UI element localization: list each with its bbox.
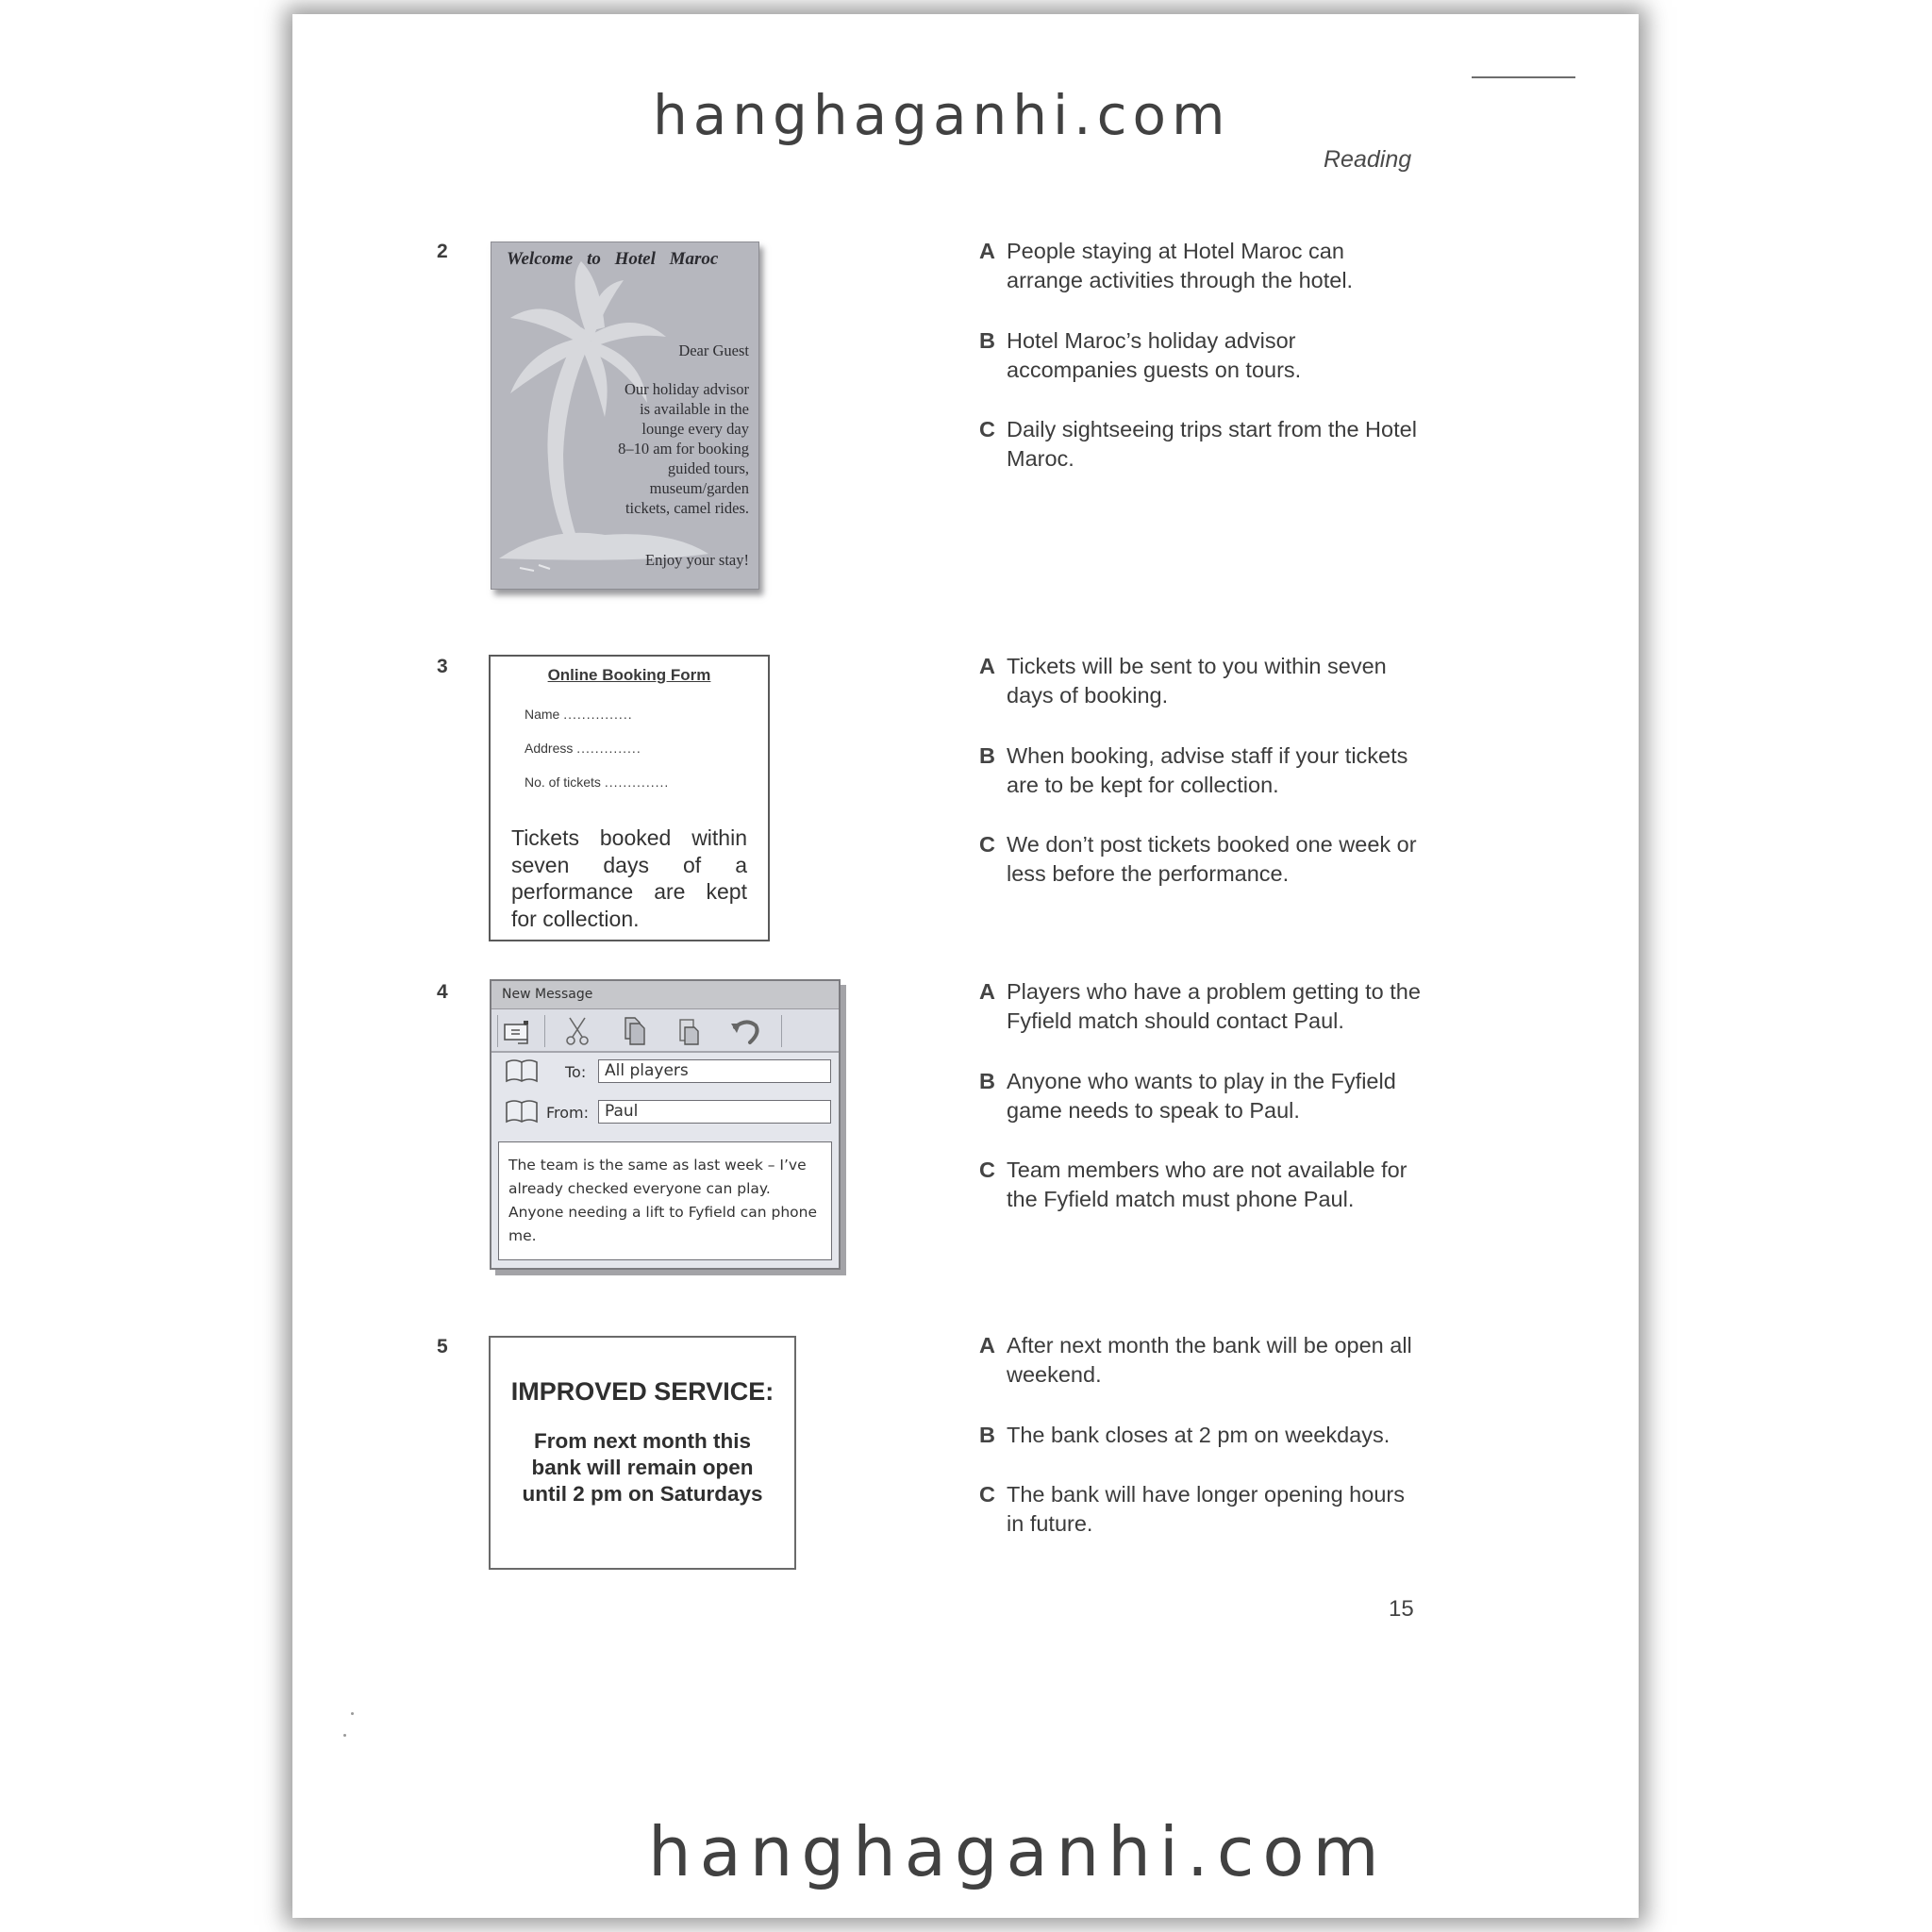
- email-toolbar: [491, 1009, 839, 1053]
- option-text: The bank closes at 2 pm on weekdays.: [1007, 1423, 1391, 1447]
- address-book-icon[interactable]: [505, 1058, 539, 1083]
- field-dots: ..............: [576, 741, 641, 756]
- watermark-top: hanghaganhi.com: [653, 83, 1231, 147]
- option-text: Hotel Maroc’s holiday advisor accompanies guests on tours.: [1007, 328, 1302, 382]
- option-a[interactable]: [979, 977, 1423, 1036]
- notice-message: [491, 1428, 794, 1507]
- notice-heading: IMPROVED SERVICE:: [510, 1377, 774, 1406]
- option-b[interactable]: [979, 741, 1423, 800]
- toolbar-separator: [781, 1015, 782, 1047]
- question-number-4: 4: [437, 981, 448, 1003]
- option-text: The bank will have longer opening hours in future.: [1007, 1482, 1405, 1536]
- form-note: Tickets booked within seven days of a performance are kept for collection.: [511, 825, 747, 931]
- field-label: Name: [525, 707, 560, 722]
- notice-line: guided tours,: [667, 459, 749, 477]
- option-text: We don’t post tickets booked one week or less before the performance.: [1007, 832, 1417, 886]
- send-icon[interactable]: [503, 1016, 535, 1046]
- field-dots: ..............: [604, 774, 670, 790]
- option-b[interactable]: [979, 326, 1423, 385]
- option-c[interactable]: [979, 1156, 1423, 1214]
- option-b[interactable]: [979, 1067, 1423, 1125]
- notice-title: Welcome to Hotel Maroc: [507, 249, 719, 269]
- online-booking-form: [489, 655, 770, 941]
- to-label: To:: [565, 1063, 587, 1081]
- header-rule: [1472, 76, 1575, 78]
- section-label: Reading: [1324, 146, 1412, 173]
- notice-line: From next month this: [534, 1429, 751, 1453]
- notice-line: 8–10 am for booking: [618, 440, 749, 458]
- form-title: Online Booking Form: [547, 666, 711, 684]
- option-text: When booking, advise staff if your tickets are to be kept for collection.: [1007, 743, 1408, 797]
- notice-line: until 2 pm on Saturdays: [522, 1482, 763, 1506]
- notice-line: tickets, camel rides.: [625, 499, 749, 517]
- notice-body: [560, 379, 749, 518]
- to-input[interactable]: [599, 1060, 830, 1080]
- field-label: No. of tickets: [525, 774, 601, 790]
- page-number: 15: [1389, 1596, 1414, 1622]
- option-c[interactable]: [979, 415, 1423, 474]
- option-a[interactable]: [979, 652, 1423, 710]
- notice-greeting: Dear Guest: [678, 341, 749, 359]
- question-number-5: 5: [437, 1336, 448, 1357]
- option-letter: C: [979, 1158, 995, 1182]
- option-text: Anyone who wants to play in the Fyfield game needs to speak to Paul.: [1007, 1069, 1396, 1123]
- document-page: [292, 14, 1639, 1918]
- option-text: Tickets will be sent to you within seven days of booking.: [1007, 654, 1387, 708]
- option-letter: B: [979, 328, 995, 353]
- notice-line: bank will remain open: [531, 1456, 754, 1479]
- cut-icon[interactable]: [561, 1016, 593, 1046]
- from-label: From:: [546, 1104, 590, 1122]
- option-a[interactable]: [979, 237, 1423, 295]
- option-b[interactable]: [979, 1421, 1423, 1450]
- notice-line: is available in the: [640, 400, 749, 418]
- option-text: People staying at Hotel Maroc can arrange activities through the hotel.: [1007, 239, 1354, 292]
- question-number-2: 2: [437, 241, 448, 262]
- field-label: Address: [525, 741, 574, 756]
- address-book-icon[interactable]: [505, 1099, 539, 1124]
- watermark-bottom: hanghaganhi.com: [648, 1812, 1388, 1891]
- field-dots: ...............: [563, 707, 633, 722]
- from-input[interactable]: [599, 1101, 830, 1121]
- hotel-maroc-notice: [491, 242, 759, 590]
- scan-speck: [351, 1712, 354, 1715]
- bank-notice: [489, 1336, 796, 1570]
- email-window: [490, 979, 841, 1270]
- option-c[interactable]: [979, 830, 1423, 889]
- option-letter: C: [979, 832, 995, 857]
- form-field-tickets: [525, 774, 669, 790]
- option-letter: A: [979, 1333, 995, 1357]
- option-a[interactable]: [979, 1331, 1423, 1390]
- email-window-title: New Message: [502, 987, 593, 1002]
- email-to-row: [491, 1058, 839, 1085]
- option-letter: B: [979, 1423, 995, 1447]
- notice-line: Our holiday advisor: [625, 380, 749, 398]
- undo-icon[interactable]: [729, 1016, 761, 1046]
- notice-line: museum/garden: [649, 479, 749, 497]
- option-letter: A: [979, 979, 995, 1004]
- form-field-address: [525, 741, 641, 756]
- option-text: Team members who are not available for the Fyfield match must phone Paul.: [1007, 1158, 1407, 1211]
- from-field[interactable]: [598, 1100, 831, 1124]
- option-letter: C: [979, 417, 995, 441]
- email-body-text[interactable]: [499, 1142, 831, 1259]
- form-field-name: [525, 707, 633, 722]
- toolbar-separator: [544, 1015, 545, 1047]
- option-letter: A: [979, 654, 995, 678]
- email-titlebar: [491, 981, 839, 1009]
- notice-line: lounge every day: [641, 420, 749, 438]
- to-field[interactable]: [598, 1059, 831, 1083]
- option-text: Daily sightseeing trips start from the Hotel Maroc.: [1007, 417, 1417, 471]
- notice-closing: Enjoy your stay!: [645, 551, 749, 569]
- option-letter: B: [979, 743, 995, 768]
- question-number-3: 3: [437, 656, 448, 677]
- option-letter: A: [979, 239, 995, 263]
- toolbar-separator: [497, 1015, 498, 1047]
- option-text: Players who have a problem getting to the Fyfield match should contact Paul.: [1007, 979, 1421, 1033]
- option-c[interactable]: [979, 1480, 1423, 1539]
- copy-icon[interactable]: [618, 1016, 650, 1046]
- option-letter: B: [979, 1069, 995, 1093]
- email-body[interactable]: [498, 1141, 832, 1260]
- option-letter: C: [979, 1482, 995, 1507]
- option-text: After next month the bank will be open all weekend.: [1007, 1333, 1412, 1387]
- email-from-row: [491, 1099, 839, 1125]
- scan-speck: [343, 1734, 346, 1737]
- paste-icon[interactable]: [673, 1016, 705, 1046]
